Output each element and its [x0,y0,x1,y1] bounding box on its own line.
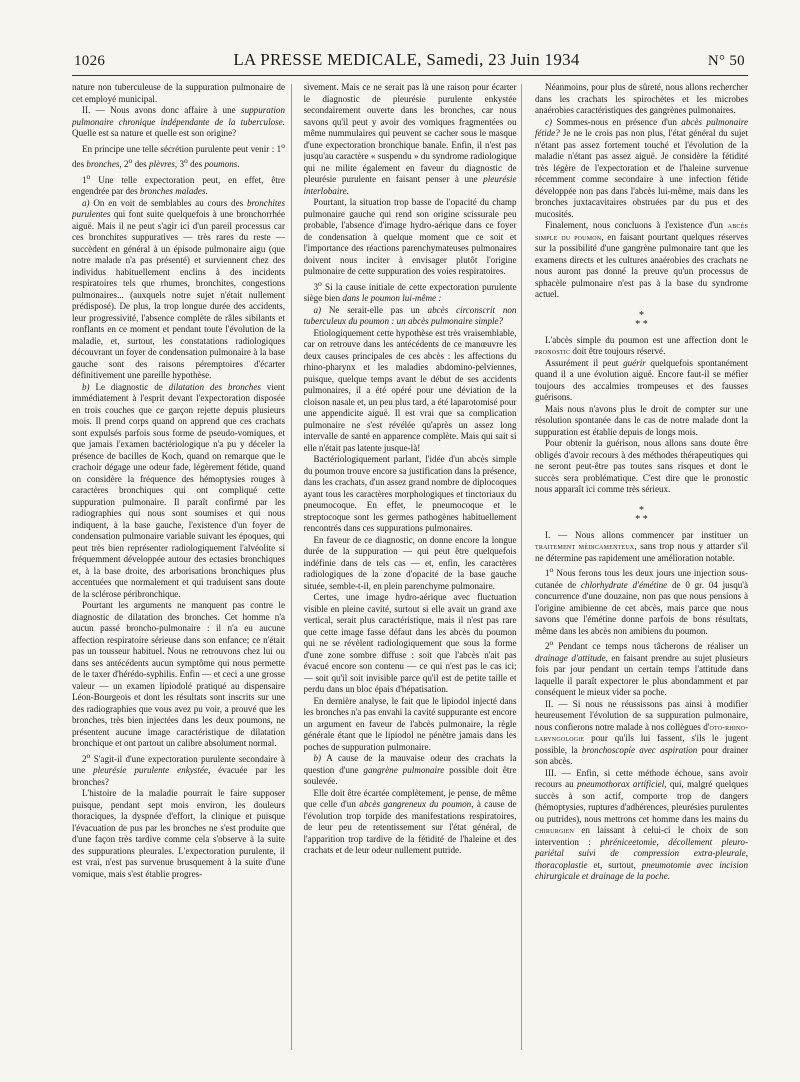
column-left [72,82,285,1054]
header-rule [72,75,748,76]
column-divider [521,84,522,1050]
section-separator: * * * [635,504,648,525]
column-right [535,82,748,1054]
paragraph: Pourtant, la situation trop basse de l'opacité du champ pulmonaire gauche qui rend son origine scissurale peu probable, l'absence d'image hydro-aérique dans ce foyer de condensation à quelque moment que ce soit et l'importance des réactions parenchymateuses pulmonaires doivent nous inciter à envisager plutôt l'origine pulmonaire de cette suppuration des voies respiratoires. [303,197,517,276]
paragraph: 3$^o$ Si la cause initiale de cette expectoration purulente siège bien dans le poumon lui-même : [303,278,517,304]
paragraph: c) Sommes-nous en présence d'un abcès pulmonaire fétide? Je ne le crois pas non plus, l'état général du sujet n'étant pas assez fortement touché et l'évolution de la maladie n'étant pas assez aiguë. Je considère la fétidité très légère de l'expectoration et de l'haleine survenue récemment comme secondaire à une infection fétide développée non pas dans l'abcès lui-même, mais dans les bronches juxtacavitaires obstruées par du pus et des mucosités. [535,116,748,219]
paragraph: 1$^o$ Nous ferons tous les deux jours une injection sous-cutanée de chlorhydrate d'émétine de 0 gr. 04 jusqu'à concurrence d'une douzaine, non pas que nous pensions à l'origine amibienne de cet abcès, mais parce que nous savons que l'émétine donne parfois de bons résultats, même dans les abcès non amibiens du poumon. [535,565,748,636]
paragraph: En faveur de ce diagnostic, on donne encore la longue durée de la suppuration — qui peut être quelquefois indéfinie dans de tels cas — et, enfin, les caractères radiologiques de la zone d'opacité de la base gauche située, semble-t-il, en plein parenchyme pulmonaire. [303,534,517,591]
paragraph: b) Le diagnostic de dilatation des bronches vient immédiatement à l'esprit devant l'expectoration disposée en trois couches que ce garçon rejette depuis plusieurs mois. Il prend corps quand on apprend que ces crachats sont expulsés parfois sous forme de pseudo-vomiques, et que jamais l'examen bactériologique n'a pu y déceler la présence de bacilles de Koch, quand on remarque que le crachoir dégage une odeur fade, légèrement fétide, quand on considère la fréquence des hémoptysies rouges à caractères bronchiques qui ont compliqué cette suppuration pulmonaire. Il paraît confirmé par les radiographies qui nous sont soumises et qui nous indiquent, à la base gauche, l'existence d'un foyer de condensation pulmonaire variable suivant les époques, qui peut très bien représenter radiologiquement l'alvéolite si fréquemment développée autour des ectasies bronchiques et, à la base droite, des arborisations bronchiques plus accentuées que normalement et qui traduisent sans doute de la sclérose péribronchique. [72,381,285,599]
page-header [74,50,745,74]
paragraph: Pourtant les arguments ne manquent pas contre le diagnostic de dilatation des bronches. Cet homme n'a aucun passé broncho-pulmonaire : il n'a eu aucune affection respiratoire sérieuse dans son enfance; ce n'était pas un tousseur habituel. Nous ne retrouvons chez lui ou dans ses antécédents aucun symptôme qui nous permette de le taxer d'hérédo-syphilis. Enfin — et ceci a une grosse valeur — un examen lipiodolé pratiqué au dispensaire Léon-Bourgeois et dont les résultats sont inscrits sur une des radiographies que vous avez pu voir, a prouvé que les bronches, très bien injectées dans les deux poumons, ne présentent aucune image caractéristique de dilatation bronchique et ont partout un calibre absolument normal. [72,600,285,749]
column-divider [291,84,292,1050]
paragraph: Néanmoins, pour plus de sûreté, nous allons rechercher dans les crachats les spirochètes et les microbes anaérobies caractéristiques des gangrènes pulmonaires. [535,82,748,115]
paragraph: Elle doit être écartée complètement, je pense, de même que celle d'un abcès gangreneux du poumon, à cause de l'évolution trop torpide des manifestations respiratoires, de leur peu de retentissement sur l'état général, de l'apparition trop tardive de la fétidité de l'haleine et des crachats et de leur odeur nullement putride. [303,787,517,856]
paragraph: a) Ne serait-elle pas un abcès circonscrit non tuberculeux du poumon : un abcès pulmonaire simple? [303,304,517,327]
section-separator: * * * [635,309,648,330]
paragraph: En principe une telle sécrétion purulente peut venir : 1$^o$ des bronches, 2$^o$ des plèvres, 3$^o$ des poumons. [72,140,285,170]
paragraph: b) A cause de la mauvaise odeur des crachats la question d'une gangrène pulmonaire possible doit être soulevée. [303,753,517,787]
paragraph: 1$^o$ Une telle expectoration peut, en effet, être engendrée par des bronches malades. [72,171,285,197]
paragraph: Etiologiquement cette hypothèse est très vraisemblable, car on retrouve dans les antécédents de ce manœuvre les deux causes principales de ces abcès : les affections du rhino-pharynx et les maladies abdomino-pelviennes, puisque, quelque temps avant le début de ses accidents pulmonaires, il a été opéré pour une déviation de la cloison nasale et, un peu plus tard, a été laparotomisé pour une appendicite aiguë. Il est vrai que sa complication pulmonaire ne s'est révélée qu'après un assez long intervalle de santé en apparence complète. Mais qui sait si elle n'était pas latente jusque-là! [303,327,517,453]
paragraph: sivement. Mais ce ne serait pas là une raison pour écarter le diagnostic de pleurésie purulente enkystée secondairement ouverte dans les bronches, car nous savons qu'il peut y avoir des vomiques fragmentées ou même nummulaires qui peuvent se cacher sous le masque d'une expectoration bronchique banale. Enfin, il n'est pas jusqu'au caractère « suspendu » du syndrome radiologique qui ne milite également en faveur du diagnostic de pleurésie purulente en faisant penser à une pleurésie interlobaire. [303,82,517,196]
paragraph: II. — Nous avons donc affaire à une suppuration pulmonaire chronique indépendante de la tuberculose. Quelle est sa nature et quelle est son origine? [72,105,285,138]
column-middle [304,82,517,1054]
paragraph: Finalement, nous concluons à l'existence d'un abcès simple du poumon, en faisant pourtant quelques réserves sur la possibilité d'une gangrène pulmonaire tant que les examens directs et les cultures anaérobies des crachats ne nous auront pas donné la preuve qu'un processus de sphacèle pulmonaire n'est pas à la base du syndrome actuel. [535,220,748,299]
paragraph: a) On en voit de semblables au cours des bronchites purulentes qui font suite quelquefois à une bronchorrhée aiguë. Mais il ne peut s'agir ici d'un pareil processus car ces bronchites suppuratives — très rares du reste — succèdent en général à un épisode pulmonaire aigu (que notre malade n'a pas présenté) et surviennent chez des individus habituellement enclins à des incidents respiratoires tels que rhumes, bronchites, congestions pulmonaires... (auxquels notre sujet n'était nullement prédisposé). De plus, la trop longue durée des accidents, leur progressivité, l'absence complète de râles sibilants et ronflants en ce moment et pendant toute l'évolution de la maladie, et, surtout, les constatations radiologiques découvrant un foyer de condensation pulmonaire à la base gauche sont des raisons péremptoires d'écarter définitivement une pareille hypothèse. [72,197,285,381]
paragraph: I. — Nous allons commencer par instituer un traitement médicamenteux, sans trop nous y attarder s'il ne détermine pas rapidement une amélioration notable. [535,529,748,563]
paragraph: 2$^o$ Pendant ce temps nous tâcherons de réaliser un drainage d'attitude, en faisant prendre au sujet plusieurs fois par jour pendant un certain temps l'attitude dans laquelle il paraît expectorer le plus abondamment et par conséquent le mieux vider sa poche. [535,638,748,698]
publication-title: LA PRESSE MEDICALE, Samedi, 23 Juin 1934 [233,50,580,69]
paragraph: En dernière analyse, le fait que le lipiodol injecté dans les bronches n'a pas envahi la cavité suppurante est encore un argument en faveur de l'abcès pulmonaire, la règle générale étant que le lipiodol ne pénètre jamais dans les poches de suppuration pulmonaire. [303,695,517,752]
paragraph: II. — Si nous ne réussissons pas ainsi à modifier heureusement l'évolution de sa suppuration pulmonaire, nous confierons notre malade à nos collègues d'oto-rhino-laryngologie pour qu'ils lui fassent, s'ils le jugent possible, la bronchoscopie avec aspiration pour drainer son abcès. [535,698,748,767]
paragraph: L'abcès simple du poumon est une affection dont le pronostic doit être toujours réservé. [535,334,748,356]
paragraph: Certes, une image hydro-aérique avec fluctuation visible en pleine cavité, surtout si elle avait un grand axe vertical, serait plus caractéristique, mais il n'est pas rare que cette image fasse défaut dans les abcès du poumon qui ne se révèlent radiologiquement que sous la forme d'une zone sombre diffuse : soit que l'abcès n'ait pas évacué encore son contenu — ce qui n'est pas le cas ici; — soit qu'il soit invisible parce qu'il est de petite taille et perdu dans un bloc épais d'hépatisation. [303,592,517,695]
issue-number: N° 50 [707,53,745,69]
paragraph: III. — Enfin, si cette méthode échoue, sans avoir recours au pneumothorax artificiel, qui, malgré quelques succès à son actif, comporte trop de dangers (hémoptysies, ruptures d'adhérences, pleurésies purulentes ou putrides), nous mettrons cet homme dans les mains du chirurgien en laissant à celui-ci le choix de son intervention : phréniceetomie, décollement pleuro-pariétal suivi de compression extra-pleurale, thoracoplastie et, surtout, pneumotomie avec incision chirurgicale et drainage de la poche. [535,767,748,882]
paragraph: 2$^o$ S'agit-il d'une expectoration purulente secondaire à une pleurésie purulente enkystée, évacuée par les bronches? [72,750,285,787]
paragraph: L'histoire de la maladie pourrait le faire supposer puisque, pendant sept mois environ, les douleurs thoraciques, la dyspnée d'effort, la clinique et puisque l'évacuation de pus par les bronches ne s'est produite que d'une façon très tardive comme cela s'observe à la suite des suppurations pleurales. L'expectoration purulente, il est vrai, n'est pas survenue brusquement à la suite d'une vomique, mais s'est établie progres- [72,788,285,879]
paragraph: Pour obtenir la guérison, nous allons sans doute être obligés d'avoir recours à des méthodes thérapeutiques qui ne seront peut-être pas toutes sans risques et dont le succès sera problématique. C'est dire que le pronostic nous apparaît ici comme très sérieux. [535,438,748,494]
page-number: 1026 [74,53,106,69]
paragraph: Bactériologiquement parlant, l'idée d'un abcès simple du poumon trouve encore sa justification dans la présence, dans les crachats, d'un assez grand nombre de diplocoques ayant tous les caractères morphologiques et tinctoriaux du pneumocoque. En effet, le pneumocoque et le streptocoque sont les germes pathogènes habituellement rencontrés dans ces suppurations pulmonaires. [303,454,517,534]
text-columns [72,82,748,1054]
paragraph: nature non tuberculeuse de la suppuration pulmonaire de cet employé municipal. [72,82,285,104]
paragraph: Assurément il peut guérir quelquefois spontanément quand il a une évolution aiguë. Encore faut-il se méfier toujours des accalmies trompeuses et des fausses guérisons. [535,357,748,402]
paragraph: Mais nous n'avons plus le droit de compter sur une résolution spontanée dans le cas de notre malade dont la suppuration est établie depuis de longs mois. [535,403,748,437]
